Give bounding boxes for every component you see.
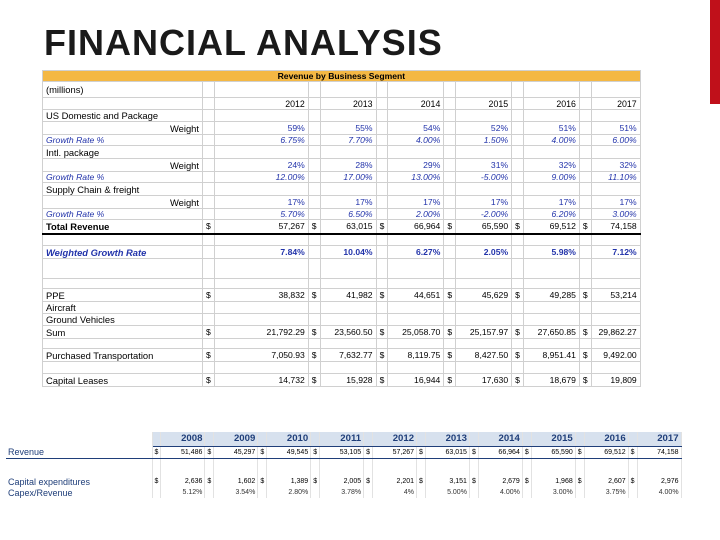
growth-cell: 5.70% (214, 209, 308, 220)
weight-cell: 32% (523, 159, 579, 172)
currency-symbol: $ (376, 289, 388, 302)
currency-symbol: $ (575, 446, 584, 458)
currency-symbol: $ (512, 349, 524, 362)
weight-label: Weight (43, 122, 203, 135)
weighted-growth-label: Weighted Growth Rate (43, 246, 203, 259)
currency-symbol: $ (203, 289, 215, 302)
currency-symbol: $ (311, 446, 320, 458)
growth-cell: -2.00% (456, 209, 512, 220)
currency-symbol: $ (444, 349, 456, 362)
currency-symbol: $ (579, 220, 591, 234)
sum-cell: 21,792.29 (214, 326, 308, 339)
weight-cell: 28% (320, 159, 376, 172)
capex-label: Capital expenditures (6, 476, 152, 487)
growth-cell: 11.10% (591, 172, 640, 183)
accent-bar (710, 0, 720, 104)
currency-symbol: $ (444, 289, 456, 302)
total-revenue-cell: 65,590 (456, 220, 512, 234)
weight-cell: 17% (523, 196, 579, 209)
currency-symbol: $ (579, 326, 591, 339)
currency-symbol: $ (512, 374, 524, 387)
currency-symbol: $ (364, 446, 373, 458)
ppe-cell: 45,629 (456, 289, 512, 302)
weight-cell: 31% (456, 159, 512, 172)
segment-name: US Domestic and Package (43, 110, 203, 122)
capital-leases-cell: 15,928 (320, 374, 376, 387)
capex-revenue-cell: 5.12% (161, 487, 205, 498)
capex-cell: 1,968 (531, 476, 575, 487)
year-cell: 2011 (320, 432, 364, 446)
growth-cell: -5.00% (456, 172, 512, 183)
currency-symbol: $ (376, 374, 388, 387)
currency-symbol: $ (258, 446, 267, 458)
purchased-transportation-cell: 7,632.77 (320, 349, 376, 362)
currency-symbol: $ (203, 220, 215, 234)
year-cell: 2009 (214, 432, 258, 446)
currency-symbol: $ (628, 446, 637, 458)
weight-cell: 54% (388, 122, 444, 135)
total-revenue-cell: 66,964 (388, 220, 444, 234)
capex-revenue-cell: 3.54% (214, 487, 258, 498)
weight-cell: 59% (214, 122, 308, 135)
revenue-cell: 49,545 (267, 446, 311, 458)
weight-cell: 29% (388, 159, 444, 172)
year-cell: 2017 (637, 432, 681, 446)
sum-cell: 29,862.27 (591, 326, 640, 339)
growth-label: Growth Rate % (43, 135, 203, 146)
currency-symbol: $ (575, 476, 584, 487)
purchased-transportation-cell: 7,050.93 (214, 349, 308, 362)
capex-revenue-cell: 2.80% (267, 487, 311, 498)
currency-symbol: $ (469, 476, 478, 487)
sum-cell: 23,560.50 (320, 326, 376, 339)
growth-cell: 12.00% (214, 172, 308, 183)
ground-vehicles-label: Ground Vehicles (43, 314, 203, 326)
growth-cell: 7.70% (320, 135, 376, 146)
sum-cell: 27,650.85 (523, 326, 579, 339)
capex-revenue-cell: 3.75% (584, 487, 628, 498)
year-cell: 2008 (161, 432, 205, 446)
currency-symbol: $ (579, 374, 591, 387)
currency-symbol: $ (512, 326, 524, 339)
currency-symbol: $ (364, 476, 373, 487)
weighted-growth-cell: 5.98% (523, 246, 579, 259)
revenue-cell: 74,158 (637, 446, 681, 458)
weight-cell: 51% (523, 122, 579, 135)
year-cell: 2016 (584, 432, 628, 446)
currency-symbol: $ (203, 374, 215, 387)
units-label: (millions) (43, 82, 203, 98)
segment-name: Intl. package (43, 146, 203, 159)
growth-cell: 4.00% (388, 135, 444, 146)
year-header-row (6, 432, 681, 446)
revenue-cell: 51,486 (161, 446, 205, 458)
purchased-transportation-label: Purchased Transportation (43, 349, 203, 362)
aircraft-label: Aircraft (43, 302, 203, 314)
revenue-cell: 66,964 (478, 446, 522, 458)
capex-cell: 1,602 (214, 476, 258, 487)
revenue-cell: 65,590 (531, 446, 575, 458)
capex-cell: 2,636 (161, 476, 205, 487)
capex-cell: 2,005 (320, 476, 364, 487)
capex-cell: 3,151 (425, 476, 469, 487)
capex-revenue-cell: 4.00% (637, 487, 681, 498)
total-revenue-cell: 63,015 (320, 220, 376, 234)
currency-symbol: $ (444, 374, 456, 387)
currency-symbol: $ (308, 349, 320, 362)
weighted-growth-cell: 10.04% (320, 246, 376, 259)
ppe-cell: 53,214 (591, 289, 640, 302)
capital-leases-cell: 14,732 (214, 374, 308, 387)
growth-row (43, 172, 641, 183)
purchased-transportation-cell: 8,427.50 (456, 349, 512, 362)
revenue-by-segment-table (42, 70, 641, 387)
capital-leases-cell: 18,679 (523, 374, 579, 387)
year-header-row (43, 98, 641, 110)
revenue-row (6, 446, 681, 458)
growth-cell: 4.00% (523, 135, 579, 146)
currency-symbol: $ (522, 446, 531, 458)
segment-name: Supply Chain & freight (43, 183, 203, 196)
currency-symbol: $ (205, 476, 214, 487)
weight-row (43, 196, 641, 209)
weight-cell: 17% (591, 196, 640, 209)
capex-cell: 2,976 (637, 476, 681, 487)
growth-cell: 6.00% (591, 135, 640, 146)
weighted-growth-cell: 7.12% (591, 246, 640, 259)
capex-revenue-cell: 3.00% (531, 487, 575, 498)
capital-leases-row (43, 374, 641, 387)
currency-symbol: $ (522, 476, 531, 487)
revenue-cell: 45,297 (214, 446, 258, 458)
currency-symbol: $ (512, 289, 524, 302)
currency-symbol: $ (203, 326, 215, 339)
growth-cell: 17.00% (320, 172, 376, 183)
weight-cell: 17% (388, 196, 444, 209)
currency-symbol: $ (308, 220, 320, 234)
weight-cell: 52% (456, 122, 512, 135)
weight-cell: 51% (591, 122, 640, 135)
currency-symbol: $ (444, 326, 456, 339)
currency-symbol: $ (308, 326, 320, 339)
sum-cell: 25,157.97 (456, 326, 512, 339)
capex-row (6, 476, 681, 487)
growth-cell: 9.00% (523, 172, 579, 183)
capital-leases-cell: 16,944 (388, 374, 444, 387)
capex-cell: 2,201 (373, 476, 417, 487)
ppe-cell: 49,285 (523, 289, 579, 302)
capital-leases-cell: 19,809 (591, 374, 640, 387)
growth-label: Growth Rate % (43, 209, 203, 220)
year-cell: 2016 (523, 98, 579, 110)
purchased-transportation-row (43, 349, 641, 362)
revenue-label: Revenue (6, 446, 152, 458)
growth-cell: 6.75% (214, 135, 308, 146)
weighted-growth-cell: 2.05% (456, 246, 512, 259)
revenue-cell: 57,267 (373, 446, 417, 458)
year-cell: 2015 (456, 98, 512, 110)
weight-cell: 17% (456, 196, 512, 209)
currency-symbol: $ (376, 326, 388, 339)
currency-symbol: $ (417, 476, 426, 487)
growth-row (43, 135, 641, 146)
year-cell: 2017 (591, 98, 640, 110)
growth-row (43, 209, 641, 220)
growth-cell: 6.50% (320, 209, 376, 220)
currency-symbol: $ (152, 446, 161, 458)
weight-cell: 24% (214, 159, 308, 172)
growth-label: Growth Rate % (43, 172, 203, 183)
weight-cell: 55% (320, 122, 376, 135)
currency-symbol: $ (628, 476, 637, 487)
revenue-cell: 69,512 (584, 446, 628, 458)
weight-row (43, 159, 641, 172)
weighted-growth-cell: 6.27% (388, 246, 444, 259)
growth-cell: 13.00% (388, 172, 444, 183)
growth-cell: 2.00% (388, 209, 444, 220)
capex-cell: 2,679 (478, 476, 522, 487)
year-cell: 2012 (373, 432, 417, 446)
currency-symbol: $ (444, 220, 456, 234)
capex-revenue-row (6, 487, 681, 498)
currency-symbol: $ (308, 374, 320, 387)
ppe-cell: 41,982 (320, 289, 376, 302)
currency-symbol: $ (311, 476, 320, 487)
capex-cell: 2,607 (584, 476, 628, 487)
weight-cell: 32% (591, 159, 640, 172)
total-revenue-cell: 69,512 (523, 220, 579, 234)
total-revenue-cell: 74,158 (591, 220, 640, 234)
year-cell: 2012 (214, 98, 308, 110)
currency-symbol: $ (205, 446, 214, 458)
year-cell: 2013 (425, 432, 469, 446)
currency-symbol: $ (579, 289, 591, 302)
capex-revenue-cell: 5.00% (425, 487, 469, 498)
weighted-growth-cell: 7.84% (214, 246, 308, 259)
capex-revenue-cell: 4% (373, 487, 417, 498)
purchased-transportation-cell: 9,492.00 (591, 349, 640, 362)
year-cell: 2015 (531, 432, 575, 446)
currency-symbol: $ (376, 220, 388, 234)
total-revenue-cell: 57,267 (214, 220, 308, 234)
year-cell: 2013 (320, 98, 376, 110)
currency-symbol: $ (417, 446, 426, 458)
growth-cell: 6.20% (523, 209, 579, 220)
currency-symbol: $ (469, 446, 478, 458)
capex-revenue-cell: 4.00% (478, 487, 522, 498)
currency-symbol: $ (308, 289, 320, 302)
year-cell: 2014 (478, 432, 522, 446)
revenue-cell: 63,015 (425, 446, 469, 458)
ppe-label: PPE (43, 289, 203, 302)
growth-cell: 1.50% (456, 135, 512, 146)
currency-symbol: $ (376, 349, 388, 362)
currency-symbol: $ (512, 220, 524, 234)
weight-cell: 17% (214, 196, 308, 209)
year-cell: 2014 (388, 98, 444, 110)
capex-revenue-table (6, 432, 682, 498)
table-caption: Revenue by Business Segment (43, 71, 641, 82)
year-cell: 2010 (267, 432, 311, 446)
capex-cell: 1,389 (267, 476, 311, 487)
currency-symbol: $ (152, 476, 161, 487)
currency-symbol: $ (203, 349, 215, 362)
weighted-growth-row (43, 246, 641, 259)
ppe-row (43, 289, 641, 302)
sum-label: Sum (43, 326, 203, 339)
sum-row (43, 326, 641, 339)
weight-label: Weight (43, 196, 203, 209)
capital-leases-cell: 17,630 (456, 374, 512, 387)
purchased-transportation-cell: 8,951.41 (523, 349, 579, 362)
revenue-cell: 53,105 (320, 446, 364, 458)
sum-cell: 25,058.70 (388, 326, 444, 339)
weight-label: Weight (43, 159, 203, 172)
capex-revenue-label: Capex/Revenue (6, 487, 152, 498)
slide-title: FINANCIAL ANALYSIS (44, 22, 443, 63)
purchased-transportation-cell: 8,119.75 (388, 349, 444, 362)
weight-cell: 17% (320, 196, 376, 209)
total-revenue-label: Total Revenue (43, 220, 203, 234)
currency-symbol: $ (258, 476, 267, 487)
growth-cell: 3.00% (591, 209, 640, 220)
total-revenue-row (43, 220, 641, 234)
currency-symbol: $ (579, 349, 591, 362)
ppe-cell: 38,832 (214, 289, 308, 302)
capital-leases-label: Capital Leases (43, 374, 203, 387)
capex-revenue-cell: 3.78% (320, 487, 364, 498)
ppe-cell: 44,651 (388, 289, 444, 302)
weight-row (43, 122, 641, 135)
